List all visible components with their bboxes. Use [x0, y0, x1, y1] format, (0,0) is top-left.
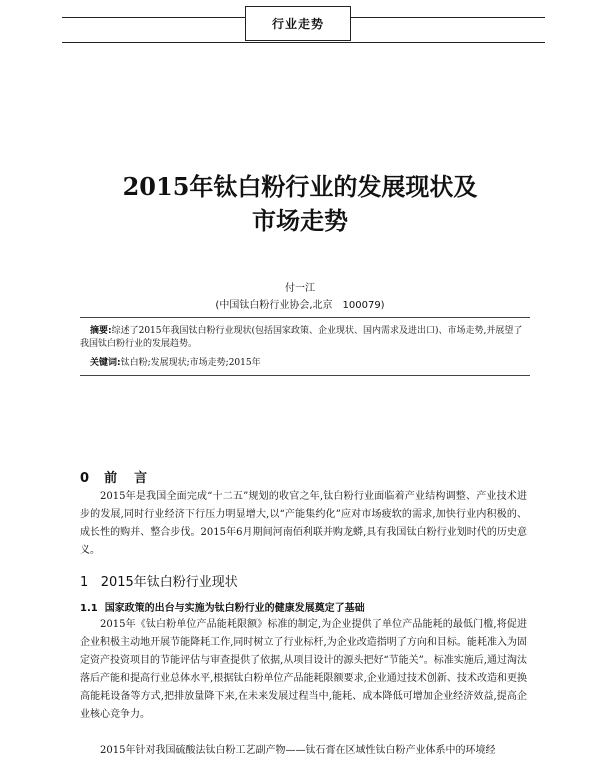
subsection-heading-1-1 [80, 599, 365, 614]
header-rule-bottom [62, 42, 545, 43]
section-heading-1 [80, 571, 238, 590]
section-number-1: 1 [80, 575, 89, 590]
section-heading-0 [80, 467, 149, 486]
abstract-paragraph [80, 325, 530, 351]
author-name: 付一江 [285, 283, 315, 294]
section-title-1: 2015年钛白粉行业现状 [100, 575, 238, 590]
article-title-line1: 2015年钛白粉行业的发展现状及 [122, 172, 478, 201]
keywords-label: 关键词: [90, 358, 121, 368]
article-title-line2: 市场走势 [252, 206, 348, 235]
section-header-label: 行业走势 [271, 17, 324, 31]
section0-paragraph: 2015年是我国全面完成“十二五”规划的收官之年,钛白粉行业面临着产业结构调整、产业技术进步的发展,同时行业经济下行压力明显增大,以“产能集约化”应对市场疲软的需求,加快行业内积极的、成长性的购并、整合步伐。2015年6月期间河南佰利联并购龙蟒,具有我国钛白粉行业划时代的历史意义。 [80, 491, 527, 556]
author-affiliation: (中国钛白粉行业协会,北京 100079) [215, 300, 385, 311]
section-number-0: 0 [80, 471, 92, 486]
abstract-block [80, 325, 530, 351]
abstract-rule-top [80, 317, 530, 318]
subsection-1-1-paragraph-2: 2015年针对我国硫酸法钛白粉工艺副产物——钛石膏在区域性钛白粉产业体系中的环境经 [100, 745, 496, 756]
abstract-label: 摘要: [90, 326, 112, 336]
keywords-text: 钛白粉;发展现状;市场走势;2015年 [120, 358, 261, 368]
subsection-number-1-1: 1.1 [80, 603, 98, 614]
section-title-0: 前 言 [104, 471, 150, 486]
subsection-title-1-1: 国家政策的出台与实施为钛白粉行业的健康发展奠定了基础 [104, 603, 365, 614]
section-header-box [245, 6, 351, 41]
abstract-rule-bottom [80, 375, 530, 376]
subsection-1-1-paragraph-1: 2015年《钛白粉单位产品能耗限额》标准的制定,为企业提供了单位产品能耗的最低门槛,将促进企业积极主动地开展节能降耗工作,同时树立了行业标杆,为企业改造指明了方向和目标。能耗准入为固定资产投资项目的节能评估与审查提供了依据,从项目设计的源头把好“节能关”。标准实施后,通过淘汰落后产能和提高行业总体水平,根据钛白粉单位产品能耗限额要求,企业通过技术创新、技术改造和更换高能耗设备等方式,把排放量降下来,在未来发展过程当中,能耗、成本降低可增加企业经济效益,提高企业核心竞争力。 [80, 619, 527, 720]
keywords-block [90, 357, 530, 370]
abstract-text: 综述了2015年我国钛白粉行业现状(包括国家政策、企业现状、国内需求及进出口)、市场走势,并展望了我国钛白粉行业的发展趋势。 [80, 326, 523, 349]
